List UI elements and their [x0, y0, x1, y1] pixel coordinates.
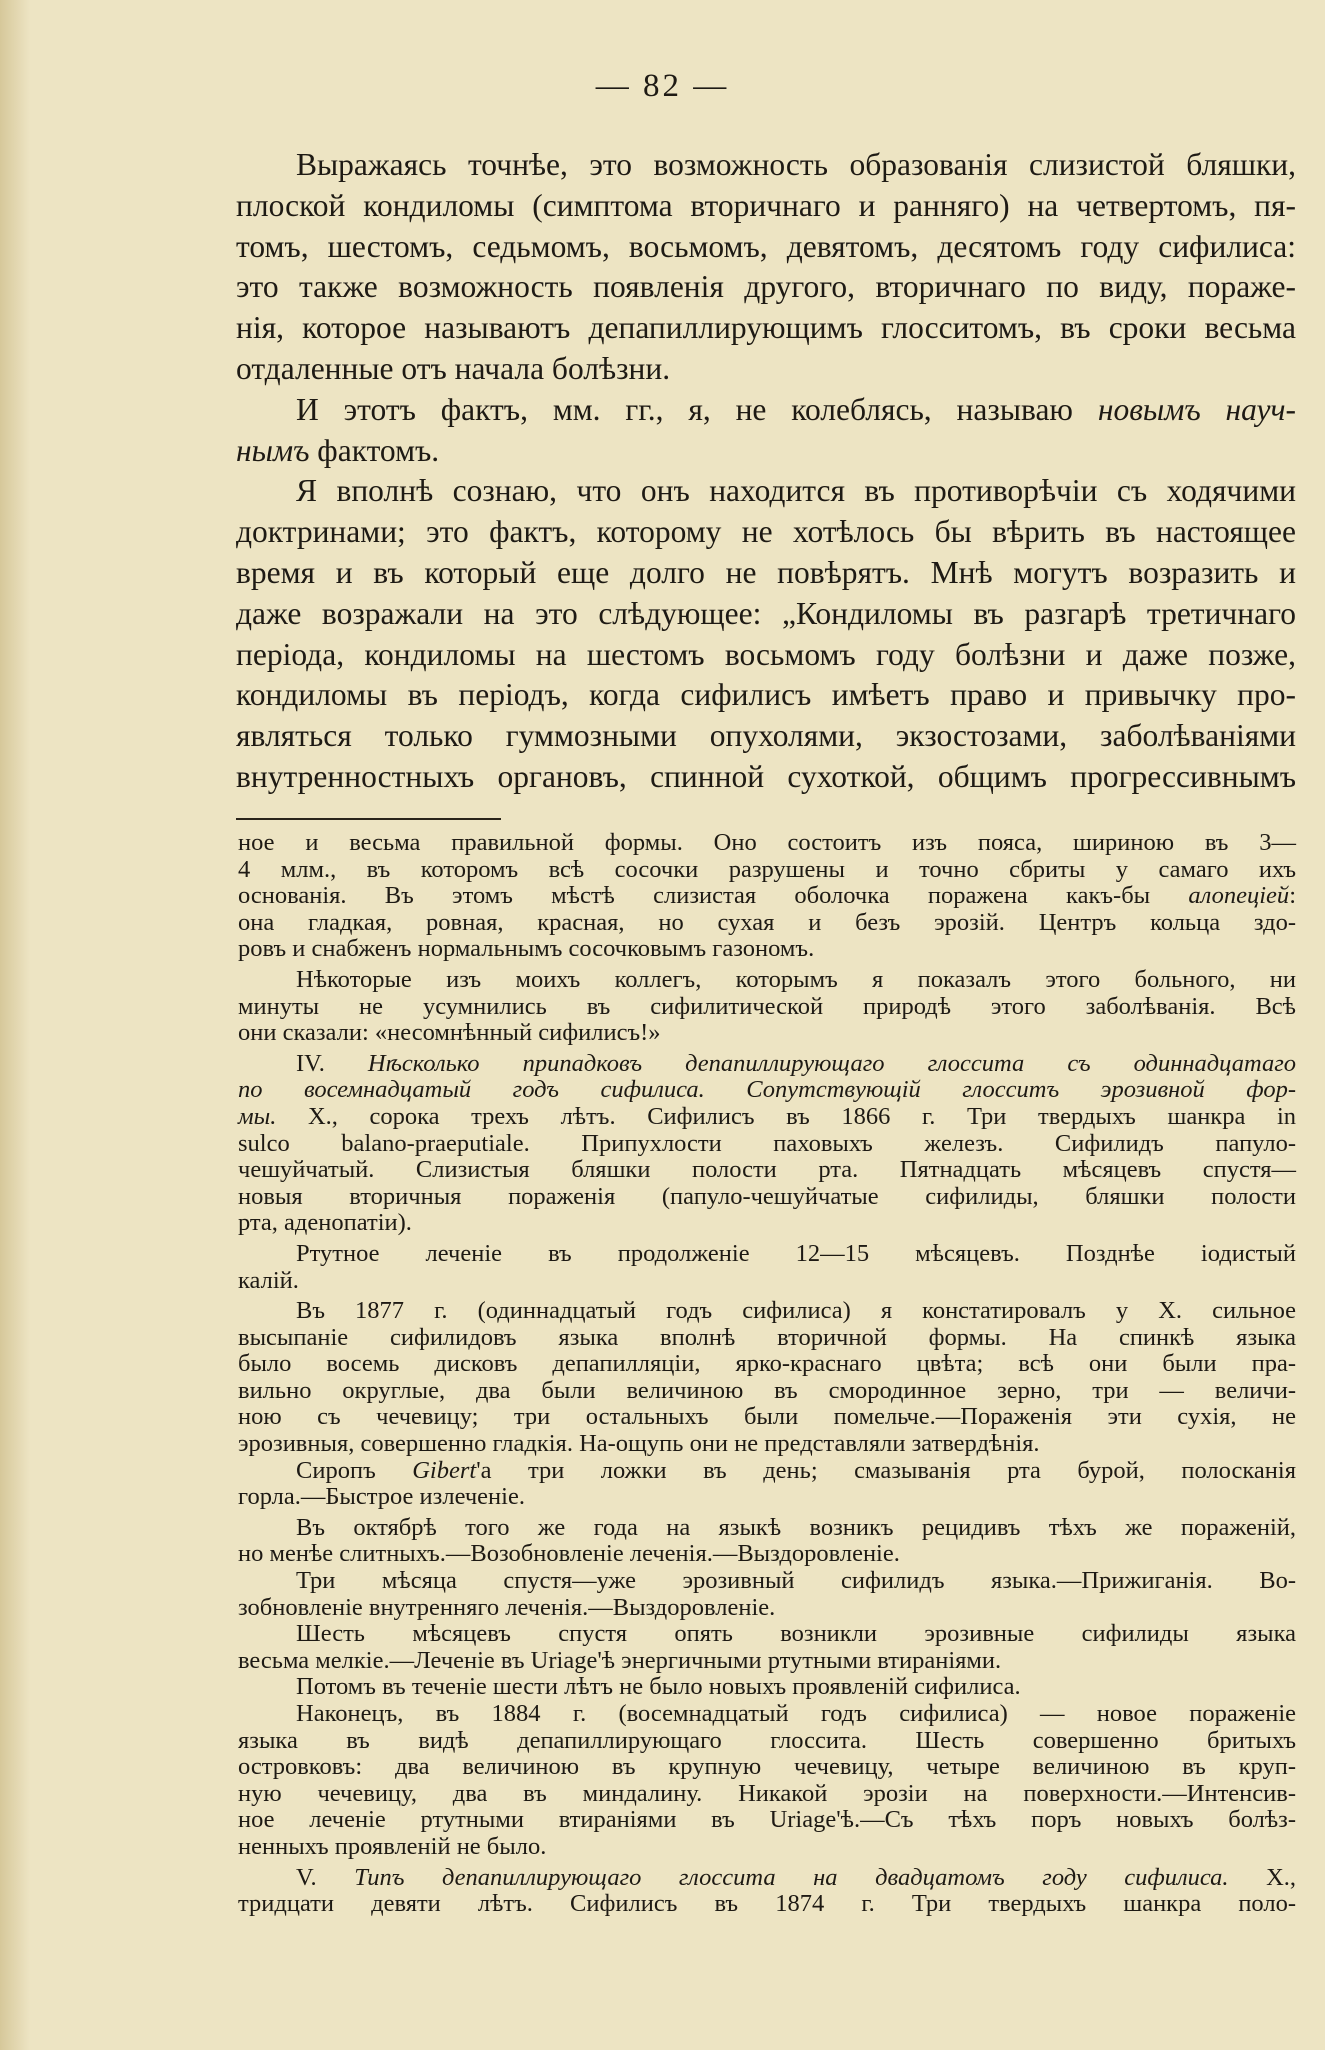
case-title: Нѣсколько припадковъ депапиллирующаго глоссита съ одиннадцатаго	[367, 1049, 1297, 1077]
text-line: Я вполнѣ сознаю, что онъ находится въ противорѣчіи съ ходячими	[296, 473, 1296, 509]
footnote-line: она гладкая, ровная, красная, но сухая и безъ эрозій. Центръ кольца здо-	[238, 908, 1296, 936]
footnote-line: ною съ чечевицу; три остальныхъ были помельче.—Пораженія эти сухія, не	[238, 1403, 1296, 1431]
italic-text: Gibert	[412, 1456, 477, 1484]
para-six-months	[238, 1621, 1296, 1674]
page-number: — 82 —	[595, 68, 730, 104]
footnote-line: 4 млм., въ которомъ всѣ сосочки разрушены и точно сбриты у самаго ихъ	[238, 855, 1296, 883]
main-text	[236, 145, 1296, 798]
text-line: это также возможность появленія другого, вторичнаго по виду, пораже-	[236, 269, 1296, 305]
text-segment: Х.,	[1228, 1863, 1297, 1891]
footnote-para-1	[238, 830, 1296, 963]
para-syrup	[238, 1458, 1296, 1511]
text-line: Выражаясь точнѣе, это возможность образованія слизистой бляшки,	[296, 147, 1296, 182]
footnote-line: вильно округлые, два были величиною въ смородинное зерно, три — величи-	[238, 1376, 1296, 1404]
footnote-line	[238, 1458, 1296, 1485]
footnote-line: Въ 1877 г. (одиннадцатый годъ сифилиса) я констатировалъ у Х. сильное	[296, 1297, 1296, 1325]
text-segment: Сиропъ	[296, 1456, 413, 1484]
italic-text: нымъ	[236, 432, 310, 468]
footnote-line: Нѣкоторые изъ моихъ коллегъ, которымъ я показалъ этого больного, ни	[296, 965, 1296, 993]
text-line: отдаленные отъ начала болѣзни.	[236, 350, 671, 386]
footnote-line: Наконецъ, въ 1884 г. (восемнадцатый годъ сифилиса) — новое пораженіе	[296, 1700, 1296, 1727]
text-line: время и въ который еще долго не повѣрятъ. Мнѣ могутъ возразить и	[236, 554, 1296, 590]
para-three-months	[238, 1568, 1296, 1621]
footnote-line: эрозивныя, совершенно гладкія. На-ощупь они не представляли затвердѣнія.	[238, 1430, 1040, 1458]
case-numeral: V.	[296, 1863, 317, 1891]
footnote-line: они сказали: «несомнѣнный сифилисъ!»	[238, 1019, 661, 1047]
case-5	[238, 1865, 1296, 1918]
text-line: плоской кондиломы (симптома вторичнаго и ранняго) на четвертомъ, пя-	[236, 187, 1296, 223]
text-line	[236, 390, 1296, 431]
page-edge-stain	[0, 0, 30, 2050]
footnote-line	[238, 1865, 1296, 1892]
footnote-line: Шесть мѣсяцевъ спустя опять возникли эрозивные сифилиды языка	[296, 1620, 1296, 1648]
para-october	[238, 1515, 1296, 1568]
footnote-line	[238, 883, 1296, 910]
footnote-line: ное леченіе ртутными втираніями въ Uriage'ѣ.—Съ тѣхъ поръ новыхъ болѣз-	[238, 1806, 1296, 1834]
text-segment: И этотъ фактъ, мм. гг., я, не колеблясь, называю	[296, 391, 1098, 427]
footnote-line: калій.	[238, 1266, 299, 1294]
text-line: внутренностныхъ органовъ, спинной сухоткой, общимъ прогрессивнымъ	[236, 758, 1296, 794]
footnote-line: sulco balano-praeputiale. Припухлости паховыхъ железъ. Сифилидъ папуло-	[238, 1129, 1296, 1157]
footnote-line: островковъ: два величиною въ крупную чечевицу, четыре величиною въ круп-	[238, 1753, 1296, 1781]
paragraph-2	[236, 390, 1296, 472]
text-line: доктринами; это фактъ, которому не хотѣлось бы вѣрить въ настоящее	[236, 514, 1296, 550]
footnote-line: ровъ и снабженъ нормальнымъ сосочковымъ газономъ.	[238, 935, 815, 963]
footnote-line: языка въ видѣ депапиллирующаго глоссита. Шесть совершенно бритыхъ	[238, 1726, 1296, 1754]
footnote-line: Три мѣсяца спустя—уже эрозивный сифилидъ языка.—Прижиганія. Во-	[296, 1567, 1296, 1595]
para-1884	[238, 1701, 1296, 1861]
text-line: кондиломы въ періодъ, когда сифилисъ имѣетъ право и привычку про-	[236, 677, 1296, 713]
footnote-separator	[236, 818, 501, 820]
footnote-line: Ртутное леченіе въ продолженіе 12—15 мѣсяцевъ. Позднѣе іодистый	[296, 1239, 1296, 1267]
text-segment: 'а три ложки въ день; смазыванія рта бурой, полосканія	[476, 1456, 1296, 1484]
footnote-line: было восемь дисковъ депапилляціи, ярко-краснаго цвѣта; всѣ они были пра-	[238, 1350, 1296, 1378]
footnote-line: рта, аденопатіи).	[238, 1209, 412, 1237]
case-numeral: IV.	[296, 1049, 325, 1077]
footnote-line: Въ октябрѣ того же года на языкѣ возникъ рецидивъ тѣхъ же пораженій,	[296, 1513, 1296, 1541]
footnote-line: высыпаніе сифилидовъ языка вполнѣ вторичной формы. На спинкѣ языка	[238, 1323, 1296, 1351]
footnote-line: весьма мелкіе.—Леченіе въ Uriage'ѣ энергичными ртутными втираніями.	[238, 1646, 1002, 1674]
text-line: періода, кондиломы на шестомъ восьмомъ году болѣзни и даже позже,	[236, 636, 1296, 672]
text-line: даже возражали на это слѣдующее: „Кондиломы въ разгарѣ третичнаго	[236, 595, 1296, 631]
footnote-line: ное и весьма правильной формы. Оно состоитъ изъ пояса, шириною въ 3—	[238, 829, 1296, 856]
text-line: являться только гуммозными опухолями, экзостозами, заболѣваніями	[236, 718, 1296, 754]
case-title: по восемнадцатый годъ сифилиса. Сопутствующій глосситъ эрозивной фор-	[238, 1076, 1296, 1104]
text-segment: :	[1289, 882, 1296, 910]
footnote-line	[238, 1077, 1296, 1104]
footnote-line	[238, 1104, 1296, 1131]
footnote-line: новыя вторичныя пораженія (папуло-чешуйчатые сифилиды, бляшки полости	[238, 1182, 1296, 1210]
footnote	[238, 830, 1296, 1918]
footnote-line: Потомъ въ теченіе шести лѣтъ не было новыхъ проявленій сифилиса.	[296, 1673, 1021, 1701]
paragraph-3	[236, 471, 1296, 797]
footnote-line	[238, 1051, 1296, 1078]
text-segment: Х., сорока трехъ лѣтъ. Сифилисъ въ 1866 г. Три твердыхъ шанкра in	[276, 1102, 1296, 1130]
text-line: нія, которое называютъ депапиллирующимъ глосситомъ, въ сроки весьма	[236, 310, 1296, 346]
italic-text: новымъ науч-	[1097, 391, 1297, 427]
text-line	[236, 431, 1296, 472]
case-title: мы.	[238, 1102, 277, 1130]
italic-text: алопеціей	[1188, 882, 1290, 910]
paragraph-1	[236, 145, 1296, 390]
footnote-line: зобновленіе внутренняго леченія.—Выздоровленіе.	[238, 1593, 776, 1621]
text-segment: фактомъ.	[309, 432, 440, 468]
footnote-line: чешуйчатый. Слизистыя бляшки полости рта. Пятнадцать мѣсяцевъ спустя—	[238, 1156, 1296, 1184]
para-then	[238, 1674, 1296, 1701]
case-4	[238, 1051, 1296, 1237]
footnote-line: но менѣе слитныхъ.—Возобновленіе леченія.—Выздоровленіе.	[238, 1540, 900, 1568]
text-segment: основанія. Въ этомъ мѣстѣ слизистая оболочка поражена какъ-бы	[238, 882, 1189, 910]
footnote-line: ненныхъ проявленій не было.	[238, 1832, 547, 1860]
text-line: томъ, шестомъ, седьмомъ, восьмомъ, девятомъ, десятомъ году сифилиса:	[236, 228, 1296, 264]
footnote-line: горла.—Быстрое излеченіе.	[238, 1483, 525, 1511]
case-title: Типъ депапиллирующаго глоссита на двадцатомъ году сифилиса.	[354, 1863, 1229, 1891]
footnote-para-2	[238, 967, 1296, 1047]
footnote-line: минуты не усумнились въ сифилитической природѣ этого заболѣванія. Всѣ	[238, 992, 1296, 1020]
footnote-line: тридцати девяти лѣтъ. Сифилисъ въ 1874 г. Три твердыхъ шанкра поло-	[238, 1890, 1296, 1918]
footnote-line: ную чечевицу, два въ миндалину. Никакой эрозіи на поверхности.—Интенсив-	[238, 1779, 1296, 1807]
para-mercury	[238, 1241, 1296, 1294]
para-1877	[238, 1298, 1296, 1458]
